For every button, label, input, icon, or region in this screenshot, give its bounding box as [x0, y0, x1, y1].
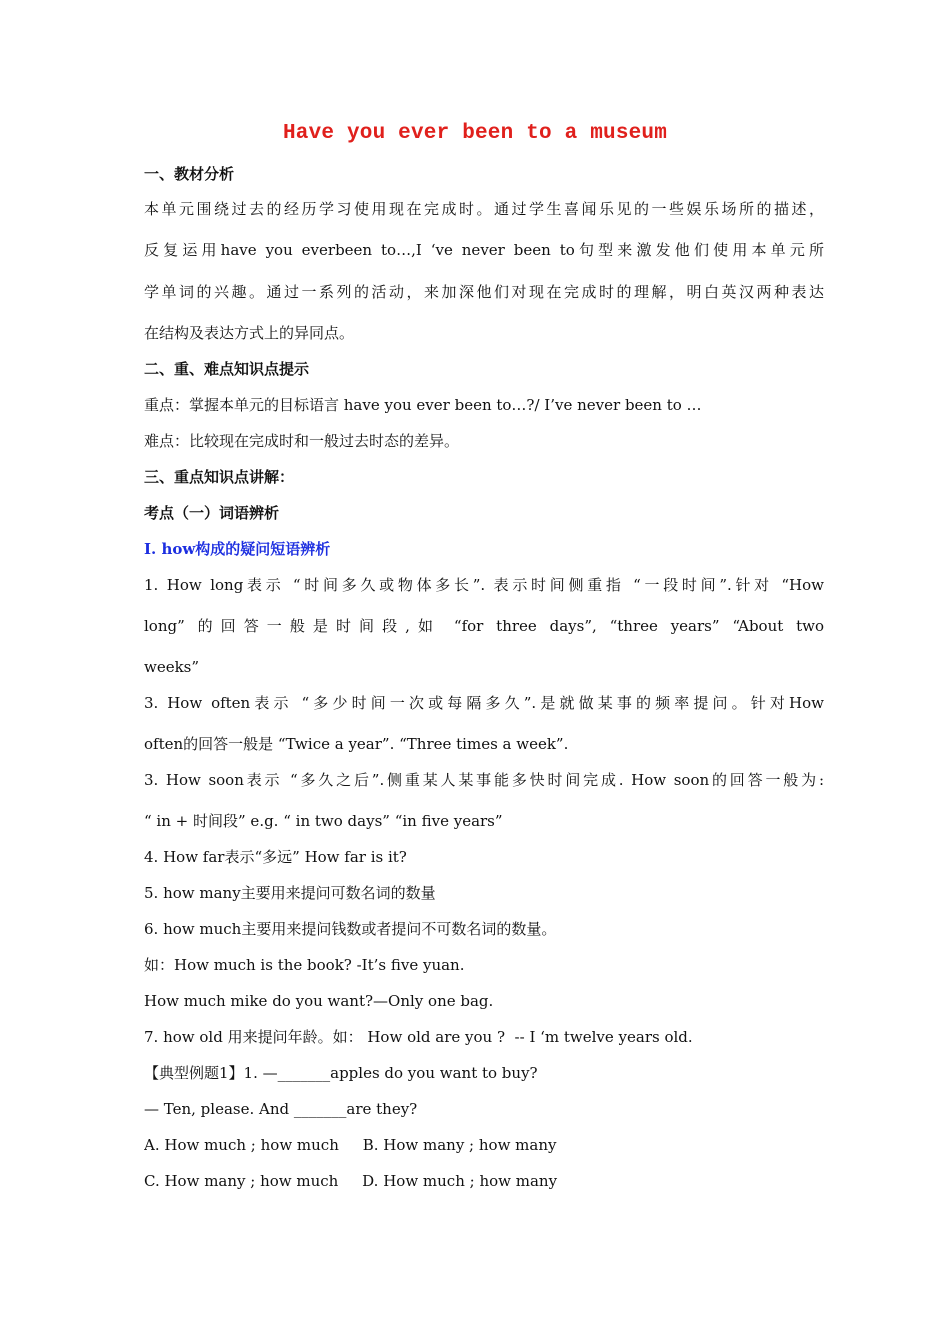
- paragraph-line: 学单词的兴趣。通过一系列的活动，来加深他们对现在完成时的理解，明白英汉两种表达: [144, 283, 824, 301]
- exercise-question: 【典型例题1】1. —_______apples do you want to buy?: [144, 1064, 538, 1082]
- section-heading-key-points: 二、重、难点知识点提示: [144, 360, 310, 378]
- paragraph-line: 本单元围绕过去的经历学习使用现在完成时。通过学生喜闻乐见的一些娱乐场所的描述，: [144, 200, 824, 218]
- list-item-how-many: 5. how many主要用来提问可数名词的数量: [144, 884, 436, 902]
- list-item-how-long-cont: long” 的回答一般是时间段,如 “for three days”, “three years” “About two: [144, 617, 824, 635]
- paragraph-line: 在结构及表达方式上的异同点。: [144, 324, 355, 342]
- list-item-how-long: 1. How long表示 “时间多久或物体多长”. 表示时间侧重指 “一段时间”.针对 “How: [144, 576, 824, 594]
- difficult-point-line: 难点：比较现在完成时和一般过去时态的差异。: [144, 432, 460, 450]
- example-sentence: 如：How much is the book? -It’s five yuan.: [144, 956, 465, 974]
- list-item-how-long-cont: weeks”: [144, 658, 200, 676]
- list-item-how-old: 7. how old 用来提问年龄。如： How old are you ? -- I ‘m twelve years old.: [144, 1028, 693, 1046]
- topic-heading-how-phrases: Ⅰ. how构成的疑问短语辨析: [144, 540, 331, 558]
- exercise-options-ab: A. How much ; how much B. How many ; how many: [144, 1136, 557, 1154]
- subheading-word-analysis: 考点（一）词语辨析: [144, 504, 280, 522]
- list-item-how-often: 3. How often表示 “多少时间一次或每隔多久”.是就做某事的频率提问。针对How: [144, 694, 824, 712]
- list-item-how-much: 6. how much主要用来提问钱数或者提问不可数名词的数量。: [144, 920, 557, 938]
- example-sentence: How much mike do you want?—Only one bag.: [144, 992, 494, 1010]
- paragraph-line: 反复运用have you everbeen to…,I ‘ve never been to句型来激发他们使用本单元所: [144, 241, 824, 259]
- list-item-how-soon: 3. How soon表示 “多久之后”.侧重某人某事能多快时间完成. How soon的回答一般为:: [144, 771, 824, 789]
- section-heading-explanation: 三、重点知识点讲解：: [144, 468, 295, 486]
- exercise-question: — Ten, please. And _______are they?: [144, 1100, 418, 1118]
- list-item-how-often-cont: often的回答一般是 “Twice a year”. “Three times a week”.: [144, 735, 569, 753]
- list-item-how-far: 4. How far表示“多远” How far is it?: [144, 848, 407, 866]
- exercise-options-cd: C. How many ; how much D. How much ; how many: [144, 1172, 558, 1190]
- key-point-line: 重点：掌握本单元的目标语言 have you ever been to…?/ I’ve never been to …: [144, 396, 702, 414]
- list-item-how-soon-cont: “ in + 时间段” e.g. “ in two days” “in five years”: [144, 812, 503, 830]
- section-heading-textbook-analysis: 一、教材分析: [144, 165, 235, 183]
- document-title: Have you ever been to a museum: [282, 122, 668, 145]
